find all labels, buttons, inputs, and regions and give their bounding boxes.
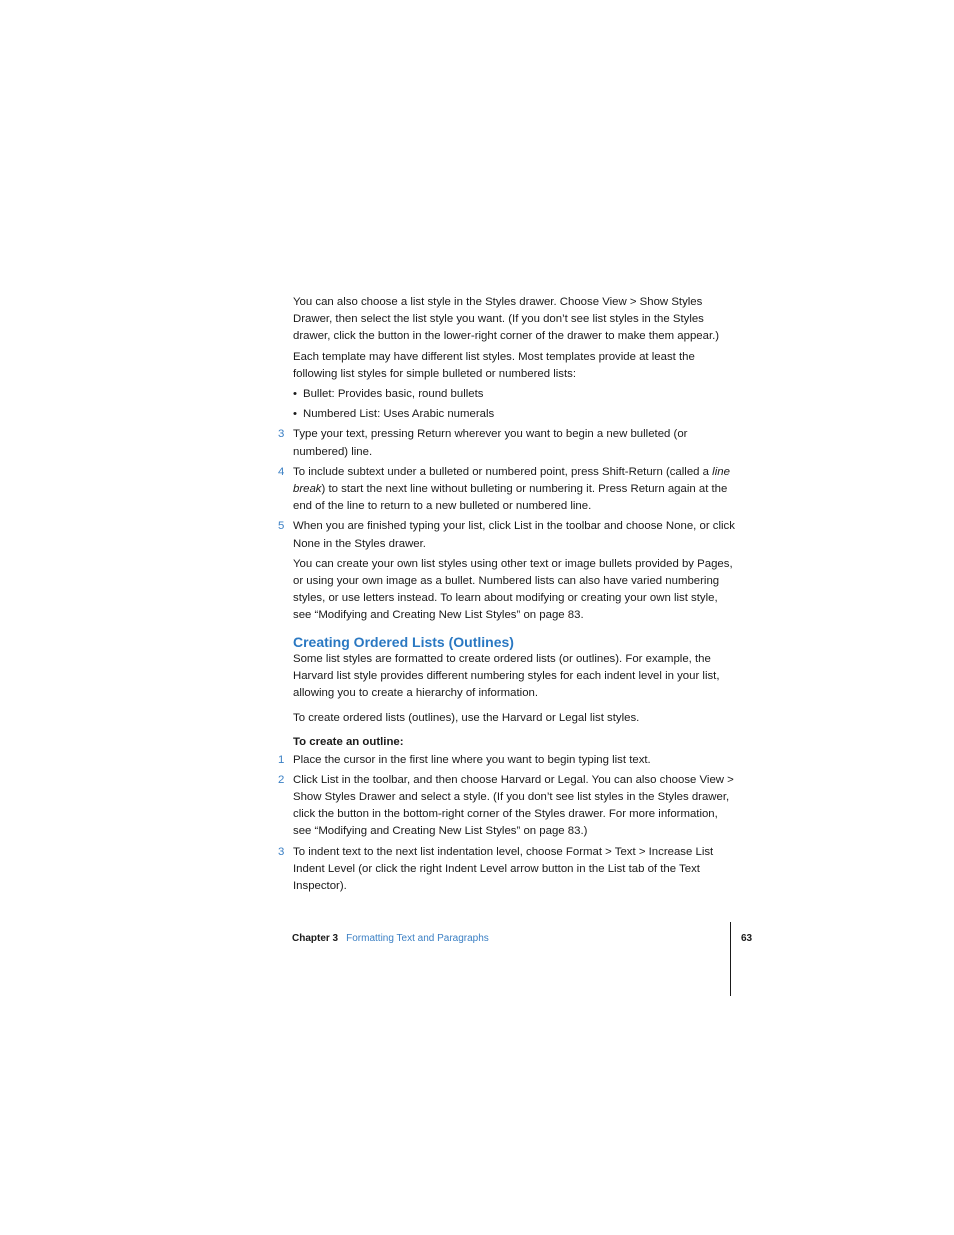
step-number: 3: [278, 428, 285, 441]
step-number: 4: [278, 465, 285, 478]
step-text-part: To include subtext under a bulleted or numbered point, press Shift-Return (called a: [293, 465, 713, 478]
custom-list-styles-paragraph: You can create your own list styles using other text or image bullets provided by Pages, or using your own image as a bullet. Numbered lists can also have varied numbering styles, or use letters instead. To learn about modifying or creating your own list style, see “Modifying and Creating New List Styles” on page 83.: [293, 557, 733, 622]
bullet-glyph: •: [293, 388, 297, 401]
step-text: Click List in the toolbar, and then choose Harvard or Legal. You can also choose View > Show Styles Drawer and select a style. (If you don’t see list styles in the Styles drawer, click the button in the bottom-right corner of the Styles drawer. For more information, see “Modifying and Creating New List Styles” on page 83.): [293, 773, 734, 838]
page-body: [278, 294, 735, 898]
section-intro-paragraph: Some list styles are formatted to create ordered lists (or outlines). For example, the Harvard list style provides different numbering styles for each indent level in your list, allowing you to create a hierarchy of information.: [293, 652, 720, 700]
step-text: Place the cursor in the first line where you want to begin typing list text.: [293, 753, 651, 766]
step-item: [278, 752, 735, 769]
section-heading: Creating Ordered Lists (Outlines): [293, 633, 514, 650]
step-item: [278, 464, 735, 516]
step-number: 1: [278, 753, 285, 766]
step-text-part: ) to start the next line without bulleting or numbering it. Press Return again at the end of the line to return to a new bulleted or numbered line.: [293, 483, 728, 513]
page-footer: [292, 932, 489, 946]
step-number: 2: [278, 773, 285, 786]
bullet-text: Bullet: Provides basic, round bullets: [303, 388, 484, 401]
step-text: [293, 466, 730, 512]
step-text-emphasis: line break: [293, 465, 730, 496]
intro-paragraph-styles-drawer: You can also choose a list style in the Styles drawer. Choose View > Show Styles Drawer, then select the list style you want. (If you don’t see list styles in the Styles drawer, click the button in the lower-right corner of the drawer to make them appear.): [293, 296, 720, 343]
list-style-bullets: [293, 386, 735, 423]
step-item: [278, 426, 735, 460]
list-item: [293, 406, 735, 423]
intro-paragraph-templates: Each template may have different list styles. Most templates provide at least the following list styles for simple bulleted or numbered lists:: [293, 350, 695, 380]
step-text: When you are finished typing your list, click List in the toolbar and choose None, or click None in the Styles drawer.: [293, 520, 735, 550]
task-title: To create an outline:: [293, 736, 404, 749]
list-item: [293, 386, 735, 403]
step-item: [278, 844, 735, 896]
page-number: 63: [741, 933, 753, 944]
page-number-divider: [730, 922, 731, 996]
step-number: 3: [278, 845, 285, 858]
chapter-title: Formatting Text and Paragraphs: [346, 933, 489, 944]
bullet-glyph: •: [293, 408, 297, 421]
chapter-label: Chapter 3: [292, 933, 339, 944]
section-harvard-legal-paragraph: To create ordered lists (outlines), use the Harvard or Legal list styles.: [293, 712, 640, 725]
step-item: [278, 518, 735, 552]
step-item: [278, 772, 735, 841]
step-number: 5: [278, 520, 285, 533]
step-text: Type your text, pressing Return wherever you want to begin a new bulleted (or numbered) line.: [293, 428, 688, 458]
step-text: To indent text to the next list indentation level, choose Format > Text > Increase List Indent Level (or click the right Indent Level arrow button in the List tab of the Text Inspector).: [293, 845, 714, 893]
bullet-text: Numbered List: Uses Arabic numerals: [303, 408, 495, 421]
